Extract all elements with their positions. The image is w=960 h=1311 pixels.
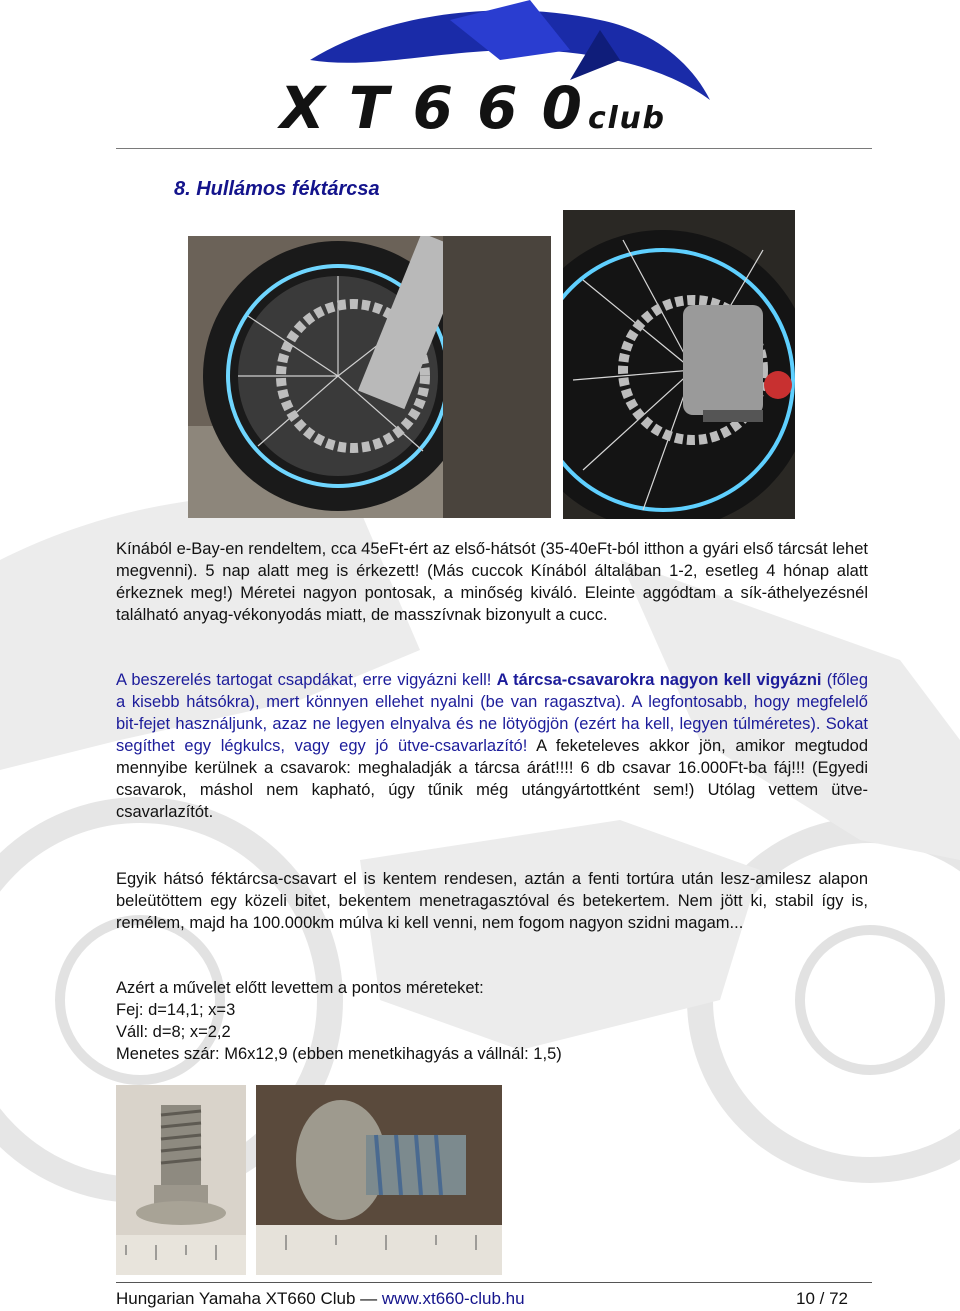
measurement-thread: Menetes szár: M6x12,9 (ebben menetkihagyás a vállnál: 1,5) [116,1045,562,1063]
footer-rule [116,1282,872,1283]
footer-url-link[interactable]: www.xt660-club.hu [381,1289,525,1308]
logo-text: XT660club [270,0,275,1]
p2-bold-warning: A tárcsa-csavarokra nagyon kell vigyázni [496,671,822,689]
bolt-angled-photo [256,1085,502,1275]
footer-club-name: Hungarian Yamaha XT660 Club — [116,1289,382,1308]
svg-text:XT660: XT660 [280,74,580,142]
paragraph-2 [116,669,868,823]
footer-club [116,1289,525,1309]
page-number: 10 / 72 [796,1289,848,1308]
front-wheel-photo [188,236,551,518]
measurements-intro: Azért a művelet előtt levettem a pontos méreteket: [116,979,484,997]
header-rule [116,148,872,149]
measurement-head: Fej: d=14,1; x=3 [116,1001,236,1019]
p2-cost: A feketeleves akkor jön, amikor megtudod mennyibe kerülnek a csavarok: meghaladják a tárcsa árát!!!! 6 db csavar 16.000Ft-ba fáj!!! (Egyedi csavarok, máshol nem kapható, úgy tűnik még utángyártottként sem!) Utólag vettem ütve-csavarlazítót. [116,737,868,821]
measurement-shoulder: Váll: d=8; x=2,2 [116,1023,231,1041]
p2-warning: A beszerelés tartogat csapdákat, erre vigyázni kell! [116,671,497,689]
p2-advice: (főleg a kisebb hátsókra), mert könnyen ellehet nyalni (be van ragasztva). A legfontosabb, hogy megfelelő bit-fejet használjunk, azaz ne legyen elnyalva és ne lötyögjön (ezért ha kell, legyen túlméretes). Sokat segíthet egy légkulcs, vagy egy jó ütve-csavarlazító! [116,671,869,755]
svg-text:club: club [588,101,664,136]
bolt-side-photo [116,1085,246,1275]
paragraph-3: Egyik hátsó féktárcsa-csavart el is kentem rendesen, aztán a fenti tortúra után lesz-amilesz alapon beleütöttem egy közeli bitet, bekentem menetragasztóval és betekertem. Nem jött ki, stabil így is, remélem, majd ha 100.000km múlva ki kell venni, nem fogom nagyon szidni magam... [116,870,868,932]
paragraph-1: Kínából e-Bay-en rendeltem, cca 45eFt-ért az első-hátsót (35-40eFt-ból itthon a gyári első tárcsát lehet megvenni). 5 nap alatt meg is érkezett! (Más cuccok Kínából általában 1-2, esetleg 4 hónap alatt érkeznek meg!) Méretei nagyon pontosak, a minőség kiváló. Eleinte aggódtam a sík-áthelyezésnél található anyag-vékonyodás miatt, de masszívnak bizonyult a cucc. [116,540,868,624]
section-title: 8. Hullámos féktárcsa [174,178,380,200]
xt660-club-logo [270,0,720,142]
rear-wheel-photo [563,210,795,519]
